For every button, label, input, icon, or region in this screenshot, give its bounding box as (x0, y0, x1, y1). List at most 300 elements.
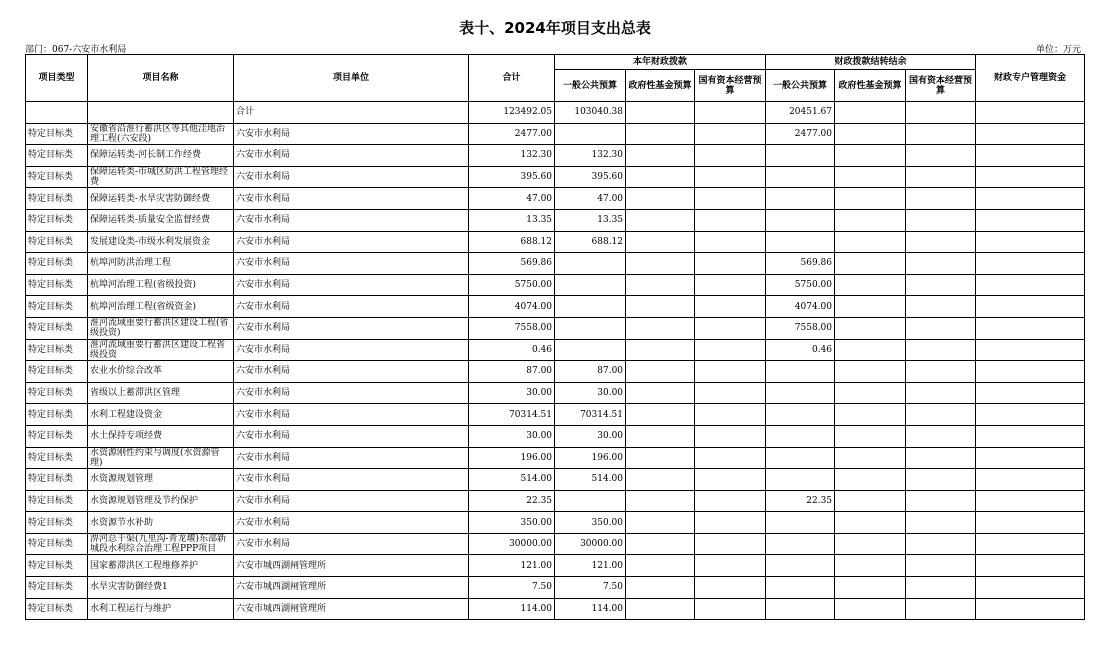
cell-g1-state (695, 533, 766, 555)
cell-g1-state (695, 425, 766, 447)
cell-type: 特定目标类 (26, 533, 88, 555)
table-row (26, 533, 1085, 555)
cell-g2-general: 7558.00 (766, 317, 835, 339)
cell-name: 发展建设类-市级水利发展资金 (88, 231, 234, 253)
cell-g2-state (906, 253, 976, 275)
cell-g2-fund (835, 317, 906, 339)
header-g2-state: 国有资本经营预算 (906, 70, 976, 102)
header-g1-state: 国有资本经营预算 (695, 70, 766, 102)
cell-name: 水土保持专项经费 (88, 425, 234, 447)
cell-org: 六安市水利局 (234, 425, 469, 447)
cell-g2-general (766, 145, 835, 167)
unit-label: 单位：万元 (1036, 45, 1082, 55)
cell-g2-general (766, 209, 835, 231)
table-row (26, 382, 1085, 404)
cell-name: 水资源刚性约束与调度(水资源管理) (88, 447, 234, 469)
cell-g2-state (906, 361, 976, 383)
cell-g2-general (766, 231, 835, 253)
cell-g2-fund (835, 469, 906, 491)
cell-total: 395.60 (469, 166, 555, 188)
cell-g2-state (906, 447, 976, 469)
cell-name: 保障运转类-质量安全监督经费 (88, 209, 234, 231)
table-row (26, 577, 1085, 599)
cell-org: 六安市水利局 (234, 339, 469, 361)
cell-special (976, 361, 1085, 383)
cell-g1-fund (626, 555, 695, 577)
cell-total: 47.00 (469, 188, 555, 210)
cell-g1-general: 30.00 (555, 382, 626, 404)
cell-g2-state (906, 533, 976, 555)
cell-special (976, 577, 1085, 599)
cell-g2-fund (835, 425, 906, 447)
cell-g2-fund (835, 253, 906, 275)
cell-g2-state (906, 598, 976, 620)
cell-g2-fund (835, 166, 906, 188)
cell-type: 特定目标类 (26, 339, 88, 361)
cell-total: 87.00 (469, 361, 555, 383)
cell-name: 淠河总干渠(九里沟-青龙堰)东部新城段水利综合治理工程PPP项目 (88, 533, 234, 555)
cell-g1-state (695, 512, 766, 534)
cell-g1-general (555, 339, 626, 361)
cell-g2-state (906, 425, 976, 447)
cell-g1-state (695, 253, 766, 275)
cell-g1-fund (626, 533, 695, 555)
cell-g2-general (766, 425, 835, 447)
cell-g2-general: 569.86 (766, 253, 835, 275)
cell-special (976, 447, 1085, 469)
header-group-current-year: 本年财政拨款 (555, 55, 766, 70)
cell-g1-general: 688.12 (555, 231, 626, 253)
cell-g2-fund (835, 296, 906, 318)
cell-special (976, 209, 1085, 231)
cell-g2-general (766, 382, 835, 404)
cell-type: 特定目标类 (26, 425, 88, 447)
cell-g1-general (555, 253, 626, 275)
cell-total: 7558.00 (469, 317, 555, 339)
cell-g1-state (695, 145, 766, 167)
cell-g1-fund (626, 598, 695, 620)
cell-g2-fund (835, 339, 906, 361)
cell-total: 350.00 (469, 512, 555, 534)
cell-special (976, 274, 1085, 296)
cell-g1-state (695, 231, 766, 253)
cell-type: 特定目标类 (26, 598, 88, 620)
cell-total: 196.00 (469, 447, 555, 469)
cell-g1-state (695, 490, 766, 512)
cell-g2-fund (835, 209, 906, 231)
cell-g1-fund (626, 123, 695, 145)
cell-type: 特定目标类 (26, 145, 88, 167)
cell-g2-fund (835, 490, 906, 512)
table-row (26, 123, 1085, 145)
cell-g2-state (906, 317, 976, 339)
cell-org: 六安市水利局 (234, 404, 469, 426)
cell-name: 保障运转类-水旱灾害防御经费 (88, 188, 234, 210)
cell-g1-state (695, 469, 766, 491)
cell-g2-state (906, 166, 976, 188)
cell-g2-state (906, 145, 976, 167)
cell-g1-general: 70314.51 (555, 404, 626, 426)
cell-total: 30.00 (469, 425, 555, 447)
header-total: 合计 (469, 55, 555, 102)
cell-g1-state (695, 447, 766, 469)
cell-org: 六安市城西湖闸管理所 (234, 555, 469, 577)
table-row (26, 447, 1085, 469)
cell-g1-general: 7.50 (555, 577, 626, 599)
cell-type: 特定目标类 (26, 382, 88, 404)
cell-org: 六安市水利局 (234, 469, 469, 491)
cell-g1-general: 121.00 (555, 555, 626, 577)
cell-type: 特定目标类 (26, 296, 88, 318)
cell-org: 六安市水利局 (234, 166, 469, 188)
header-g1-fund: 政府性基金预算 (626, 70, 695, 102)
cell-name: 安徽省沿淮行蓄洪区等其他洼地治理工程(六安段) (88, 123, 234, 145)
cell-total: 0.46 (469, 339, 555, 361)
cell-type: 特定目标类 (26, 317, 88, 339)
cell-name: 省级以上蓄滞洪区管理 (88, 382, 234, 404)
cell-g1-fund (626, 274, 695, 296)
cell-g2-fund (835, 274, 906, 296)
cell-g1-fund (626, 469, 695, 491)
cell-g1-fund (626, 404, 695, 426)
cell-g1-state (695, 361, 766, 383)
table-row (26, 317, 1085, 339)
cell-g1-state (695, 598, 766, 620)
cell-g2-state (906, 404, 976, 426)
cell-org: 六安市水利局 (234, 296, 469, 318)
cell-name: 保障运转类-市城区防洪工程管理经费 (88, 166, 234, 188)
cell-g2-general (766, 555, 835, 577)
cell-org: 六安市城西湖闸管理所 (234, 598, 469, 620)
cell-special (976, 188, 1085, 210)
cell-total: 4074.00 (469, 296, 555, 318)
cell-g2-general (766, 533, 835, 555)
cell-g1-general: 196.00 (555, 447, 626, 469)
table-row (26, 469, 1085, 491)
cell-special (976, 166, 1085, 188)
cell-name: 杭埠河防洪治理工程 (88, 253, 234, 275)
table-row (26, 209, 1085, 231)
cell-special (976, 598, 1085, 620)
cell-g1-state (695, 382, 766, 404)
table-row (26, 188, 1085, 210)
table-row (26, 404, 1085, 426)
table-row (26, 339, 1085, 361)
cell-g1-general: 30.00 (555, 425, 626, 447)
cell-g2-state (906, 490, 976, 512)
table-row (26, 145, 1085, 167)
cell-total: 13.35 (469, 209, 555, 231)
cell-name: 杭埠河治理工程(省级资金) (88, 296, 234, 318)
cell-g1-fund (626, 577, 695, 599)
table-row (26, 425, 1085, 447)
cell-g2-state (906, 512, 976, 534)
table-row-total (26, 102, 1085, 124)
cell-g1-fund (626, 490, 695, 512)
header-g2-general: 一般公共预算 (766, 70, 835, 102)
cell-total: 114.00 (469, 598, 555, 620)
cell-g2-fund (835, 231, 906, 253)
cell-g2-fund (835, 404, 906, 426)
cell-name (88, 102, 234, 124)
cell-g1-state (695, 317, 766, 339)
cell-g2-general (766, 469, 835, 491)
cell-g2-state (906, 102, 976, 124)
cell-special (976, 231, 1085, 253)
table-row (26, 555, 1085, 577)
table-body (26, 102, 1085, 620)
cell-type: 特定目标类 (26, 490, 88, 512)
page-title: 表十、2024年项目支出总表 (459, 19, 651, 37)
cell-g1-state (695, 296, 766, 318)
cell-g1-general: 30000.00 (555, 533, 626, 555)
cell-g2-fund (835, 102, 906, 124)
cell-g1-general: 114.00 (555, 598, 626, 620)
cell-total: 688.12 (469, 231, 555, 253)
cell-org: 六安市水利局 (234, 231, 469, 253)
cell-org: 六安市水利局 (234, 274, 469, 296)
cell-g2-fund (835, 123, 906, 145)
cell-g1-general: 350.00 (555, 512, 626, 534)
cell-type: 特定目标类 (26, 209, 88, 231)
cell-org: 六安市城西湖闸管理所 (234, 577, 469, 599)
header-special-account: 财政专户管理资金 (976, 55, 1085, 102)
cell-type: 特定目标类 (26, 166, 88, 188)
cell-type: 特定目标类 (26, 555, 88, 577)
cell-g2-fund (835, 145, 906, 167)
cell-g1-fund (626, 317, 695, 339)
cell-g1-general (555, 123, 626, 145)
table-row (26, 361, 1085, 383)
cell-g1-state (695, 123, 766, 145)
cell-special (976, 490, 1085, 512)
cell-type: 特定目标类 (26, 253, 88, 275)
cell-g2-state (906, 577, 976, 599)
cell-total: 123492.05 (469, 102, 555, 124)
cell-g1-fund (626, 166, 695, 188)
cell-g1-state (695, 555, 766, 577)
cell-g1-fund (626, 512, 695, 534)
cell-total: 70314.51 (469, 404, 555, 426)
cell-g1-general (555, 317, 626, 339)
cell-org: 合计 (234, 102, 469, 124)
cell-special (976, 253, 1085, 275)
cell-type: 特定目标类 (26, 274, 88, 296)
cell-g1-general (555, 490, 626, 512)
cell-org: 六安市水利局 (234, 209, 469, 231)
cell-g2-general (766, 447, 835, 469)
cell-name: 杭埠河治理工程(省级投资) (88, 274, 234, 296)
cell-name: 水资源节水补助 (88, 512, 234, 534)
cell-g1-fund (626, 447, 695, 469)
cell-type: 特定目标类 (26, 123, 88, 145)
cell-type (26, 102, 88, 124)
cell-g2-general: 4074.00 (766, 296, 835, 318)
cell-special (976, 102, 1085, 124)
cell-g1-general: 395.60 (555, 166, 626, 188)
cell-total: 514.00 (469, 469, 555, 491)
cell-org: 六安市水利局 (234, 512, 469, 534)
header-name: 项目名称 (88, 55, 234, 102)
cell-g2-fund (835, 188, 906, 210)
cell-g2-general: 5750.00 (766, 274, 835, 296)
cell-g1-state (695, 188, 766, 210)
cell-name: 淮河流域重要行蓄洪区建设工程省级投资 (88, 339, 234, 361)
cell-g1-general: 87.00 (555, 361, 626, 383)
table-row (26, 166, 1085, 188)
cell-special (976, 339, 1085, 361)
cell-special (976, 296, 1085, 318)
cell-g2-fund (835, 512, 906, 534)
cell-name: 水旱灾害防御经费1 (88, 577, 234, 599)
cell-g1-fund (626, 425, 695, 447)
cell-g2-general (766, 598, 835, 620)
header-g2-fund: 政府性基金预算 (835, 70, 906, 102)
cell-type: 特定目标类 (26, 512, 88, 534)
cell-g1-general: 47.00 (555, 188, 626, 210)
cell-type: 特定目标类 (26, 577, 88, 599)
cell-g2-fund (835, 577, 906, 599)
cell-g2-fund (835, 447, 906, 469)
cell-g1-fund (626, 296, 695, 318)
cell-g2-state (906, 382, 976, 404)
cell-g2-general (766, 512, 835, 534)
cell-g1-state (695, 209, 766, 231)
cell-org: 六安市水利局 (234, 447, 469, 469)
cell-g2-state (906, 123, 976, 145)
cell-g2-state (906, 469, 976, 491)
cell-org: 六安市水利局 (234, 123, 469, 145)
table-row (26, 490, 1085, 512)
cell-g1-state (695, 274, 766, 296)
cell-total: 7.50 (469, 577, 555, 599)
cell-g1-state (695, 166, 766, 188)
cell-g1-fund (626, 188, 695, 210)
cell-g1-general (555, 274, 626, 296)
cell-g2-general (766, 404, 835, 426)
cell-g2-general (766, 577, 835, 599)
cell-g1-general: 514.00 (555, 469, 626, 491)
cell-type: 特定目标类 (26, 447, 88, 469)
cell-special (976, 404, 1085, 426)
cell-special (976, 512, 1085, 534)
cell-g2-fund (835, 361, 906, 383)
cell-g2-fund (835, 555, 906, 577)
cell-name: 农业水价综合改革 (88, 361, 234, 383)
header-org: 项目单位 (234, 55, 469, 102)
table-row (26, 274, 1085, 296)
cell-org: 六安市水利局 (234, 490, 469, 512)
cell-g1-fund (626, 102, 695, 124)
cell-g1-general: 13.35 (555, 209, 626, 231)
cell-special (976, 425, 1085, 447)
cell-name: 水资源规划管理及节约保护 (88, 490, 234, 512)
cell-total: 30000.00 (469, 533, 555, 555)
cell-g1-fund (626, 339, 695, 361)
cell-total: 2477.00 (469, 123, 555, 145)
cell-g2-general: 22.35 (766, 490, 835, 512)
cell-total: 30.00 (469, 382, 555, 404)
cell-total: 569.86 (469, 253, 555, 275)
cell-g1-general: 132.30 (555, 145, 626, 167)
cell-g1-fund (626, 209, 695, 231)
cell-name: 水资源规划管理 (88, 469, 234, 491)
cell-g2-state (906, 296, 976, 318)
cell-org: 六安市水利局 (234, 533, 469, 555)
cell-g2-state (906, 209, 976, 231)
table-row (26, 598, 1085, 620)
cell-special (976, 469, 1085, 491)
cell-g1-fund (626, 253, 695, 275)
cell-name: 淮河流域重要行蓄洪区建设工程(省级投资) (88, 317, 234, 339)
cell-total: 22.35 (469, 490, 555, 512)
cell-g1-fund (626, 145, 695, 167)
cell-type: 特定目标类 (26, 469, 88, 491)
cell-type: 特定目标类 (26, 231, 88, 253)
cell-g1-state (695, 577, 766, 599)
cell-g2-state (906, 231, 976, 253)
cell-org: 六安市水利局 (234, 317, 469, 339)
cell-g2-state (906, 555, 976, 577)
cell-name: 保障运转类-河长制工作经费 (88, 145, 234, 167)
cell-g1-state (695, 102, 766, 124)
cell-special (976, 317, 1085, 339)
cell-total: 132.30 (469, 145, 555, 167)
cell-org: 六安市水利局 (234, 188, 469, 210)
cell-g1-general: 103040.38 (555, 102, 626, 124)
cell-g2-general (766, 166, 835, 188)
table-row (26, 231, 1085, 253)
cell-g1-fund (626, 361, 695, 383)
cell-total: 5750.00 (469, 274, 555, 296)
cell-g2-general: 20451.67 (766, 102, 835, 124)
cell-g2-state (906, 339, 976, 361)
cell-name: 国家蓄滞洪区工程维修养护 (88, 555, 234, 577)
cell-g2-general (766, 361, 835, 383)
cell-g2-state (906, 188, 976, 210)
cell-special (976, 123, 1085, 145)
cell-special (976, 555, 1085, 577)
header-group-carryover: 财政拨款结转结余 (766, 55, 976, 70)
cell-special (976, 533, 1085, 555)
cell-type: 特定目标类 (26, 188, 88, 210)
department-label: 部门：067-六安市水利局 (25, 45, 127, 55)
cell-total: 121.00 (469, 555, 555, 577)
header-type: 项目类型 (26, 55, 88, 102)
cell-name: 水利工程建设资金 (88, 404, 234, 426)
cell-g2-general: 2477.00 (766, 123, 835, 145)
cell-g1-fund (626, 382, 695, 404)
cell-g1-fund (626, 231, 695, 253)
cell-org: 六安市水利局 (234, 253, 469, 275)
project-expenditure-table (25, 54, 1085, 620)
table-row (26, 512, 1085, 534)
cell-g2-fund (835, 533, 906, 555)
cell-org: 六安市水利局 (234, 382, 469, 404)
cell-g2-fund (835, 598, 906, 620)
cell-special (976, 145, 1085, 167)
cell-type: 特定目标类 (26, 361, 88, 383)
cell-g2-general (766, 188, 835, 210)
table-row (26, 253, 1085, 275)
cell-org: 六安市水利局 (234, 361, 469, 383)
header-g1-general: 一般公共预算 (555, 70, 626, 102)
cell-org: 六安市水利局 (234, 145, 469, 167)
cell-g1-state (695, 339, 766, 361)
cell-name: 水利工程运行与维护 (88, 598, 234, 620)
cell-g2-state (906, 274, 976, 296)
cell-type: 特定目标类 (26, 404, 88, 426)
